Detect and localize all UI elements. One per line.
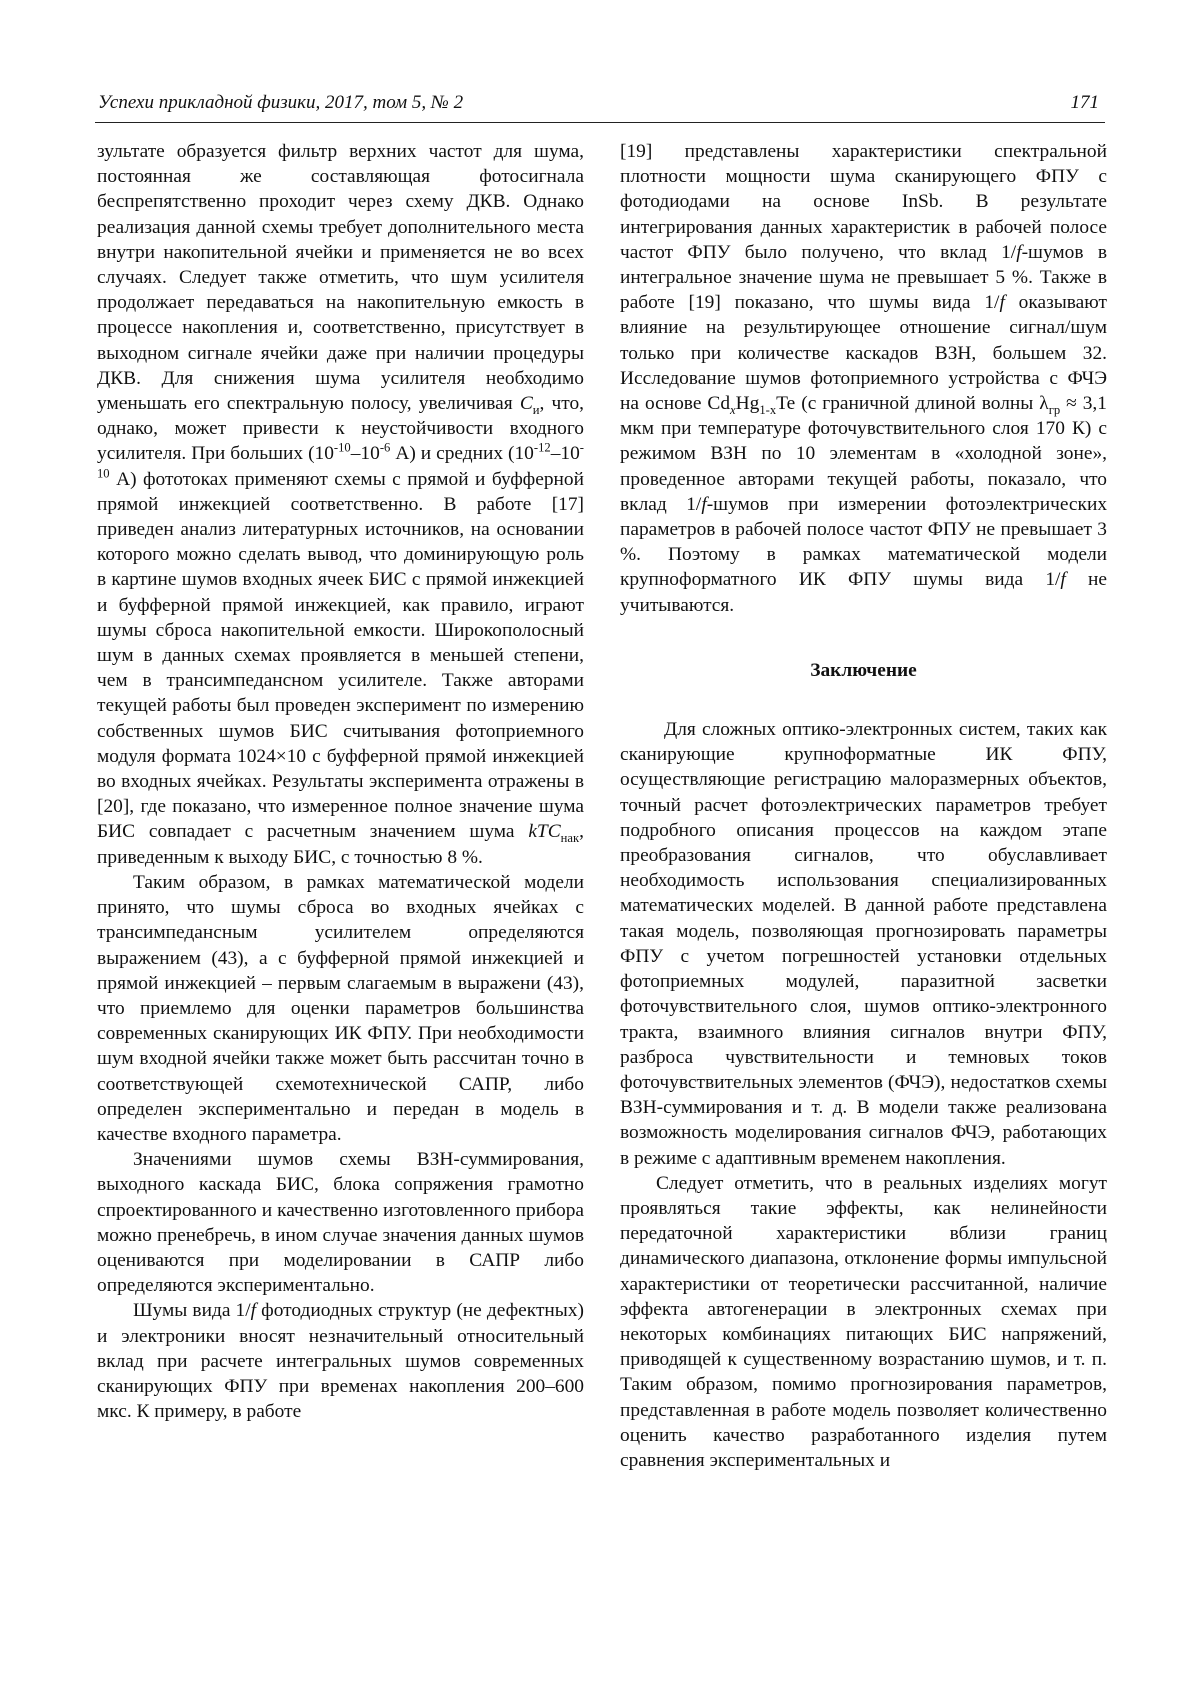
running-header [95,90,1105,124]
left-paragraph-3: Значениями шумов схемы ВЗН-суммирования, выходного каскада БИС, блока сопряжения грамотно спроектированного и качественно изготовленного прибора можно пренебречь, в ином случае значения данных шумов оцениваются при моделировании в САПР либо определяются экспериментально. [97,1149,584,1297]
page-number: 171 [1070,92,1099,113]
left-paragraph-2: Таким образом, в рамках математической модели принято, что шумы сброса во входных ячейках с трансимпедансным усилителем определяются выражением (43), а с буфферной прямой инжекцией и прямой инжекцией – первым слагаемым в выражени (43), что приемлемо для оценки параметров большинства современных сканирующих ИК ФПУ. При необходимости шум входной ячейки также может быть рассчитан точно в соответствующей схемотехнической САПР, либо определен экспериментально и передан в модель в качестве входного параметра. [97,871,584,1145]
right-paragraph-1: [19] представлены характеристики спектральной плотности мощности шума сканирующего ФПУ с фотодиодами на основе InSb. В результате интегрирования данных характеристик в рабочей полосе частот ФПУ было получено, что вклад 1/f-шумов в интегральное значение шума не превышает 5 %. Также в работе [19] показано, что шумы вида 1/f оказывают влияние на результирующее отношение сигнал/шум только при количестве каскадов ВЗН, большем 32. Исследование шумов фотоприемного устройства с ФЧЭ на основе $Cd_xHg_{1-x}Te$ (с граничной длиной волны $\lambda_{гр} \approx 3,1$ мкм при температуре фоточувствительного слоя 170 К) с режимом ВЗН по 10 элементам в «холодной зоне», проведенное авторами текущей работы, показало, что вклад 1/f-шумов при измерении фотоэлектрических параметров в рабочей полосе частот ФПУ не превышает 3 %. Поэтому в рамках математической модели крупноформатного ИК ФПУ шумы вида 1/f не учитываются. [620,141,1108,616]
left-paragraph-4: Шумы вида 1/f фотодиодных структур (не дефектных) и электроники вносят незначительный относительный вклад при расчете интегральных шумов современных сканирующих ФПУ при временах накопления 200–600 мкс. К примеру, в работе [97,1300,584,1423]
right-paragraph-2: Для сложных оптико-электронных систем, таких как сканирующие крупноформатные ИК ФПУ, осуществляющие регистрацию малоразмерных объектов, точный расчет фотоэлектрических параметров требует подробного описания процессов на каждом этапе преобразования сигналов, что обуславливает необходимость использования специализированных математических моделей. В данной работе представлена такая модель, позволяющая прогнозировать параметры ФПУ с учетом погрешностей установки отдельных фотоприемных модулей, паразитной засветки фоточувствительного слоя, шумов оптико-электронного тракта, взаимного влияния сигналов внутри ФПУ, разброса чувствительности и темновых токов фоточувствительных элементов (ФЧЭ), недостатков схемы ВЗН-суммирования и т. д. В модели также реализована возможность моделирования сигналов ФЧЭ, работающих в режиме с адаптивным временем накопления. [620,719,1107,1169]
right-column [620,139,1107,1473]
journal-title: Успехи прикладной физики, 2017, том 5, № 2 [98,92,464,113]
left-paragraph-1: зультате образуется фильтр верхних частот для шума, постоянная же составляющая фотосигнала беспрепятственно проходит через схему ДКВ. Однако реализация данной схемы требует дополнительного места внутри накопительной ячейки и применяется не во всех случаях. Следует также отметить, что шум усилителя продолжает передаваться на накопительную емкость в процессе накопления и, соответственно, присутствует в выходном сигнале ячейки даже при наличии процедуры ДКВ. Для снижения шума усилителя необходимо уменьшать его спектральную полосу, увеличивая $С_и$, что, однако, может привести к неустойчивости входного усилителя. При больших ($10^{-10}-10^{-6}$ А) и средних ($10^{-12}-10^{-10}$ А) фототоках применяют схемы с прямой и буфферной прямой инжекцией соответственно. В работе [17] приведен анализ литературных источников, на основании которого можно сделать вывод, что доминирующую роль в картине шумов входных ячеек БИС с прямой инжекцией и буфферной прямой инжекцией, как правило, играют шумы сброса накопительной емкости. Широкополосный шум в данных схемах проявляется в меньшей степени, чем в трансимпедансном усилителе. Также авторами текущей работы был проведен эксперимент по измерению собственных шумов БИС считывания фотоприемного модуля формата 1024×10 с буфферной прямой инжекцией во входных ячейках. Результаты эксперимента отражены в [20], где показано, что измеренное полное значение шума БИС совпадает с расчетным значением шума kTC$_{нак}$, приведенным к выходу БИС, с точностью 8 %. [97,141,584,868]
right-paragraph-3: Следует отметить, что в реальных изделиях могут проявляться такие эффекты, как нелинейности передаточной характеристики вблизи границ динамического диапазона, отклонение формы импульсной характеристики от теоретически рассчитанной, наличие эффекта автогенерации в электронных схемах при некоторых комбинациях питающих БИС напряжений, приводящей к существенному возрастанию шумов, и т. п. Таким образом, помимо прогнозирования параметров, представленная в работе модель позволяет количественно оценить качество разработанного изделия путем сравнения экспериментальных и [620,1172,1107,1471]
left-column [97,139,584,1424]
header-rule [95,122,1105,123]
section-heading: Заключение [810,659,917,681]
